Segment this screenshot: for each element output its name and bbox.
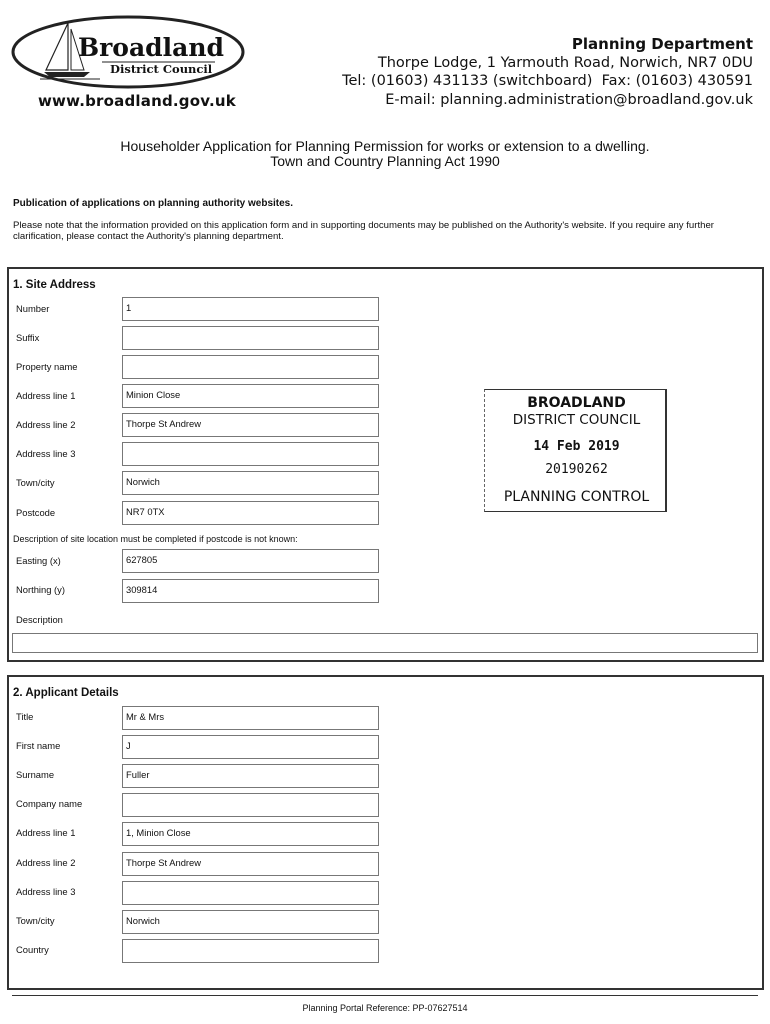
applicant-surname-label: Surname bbox=[16, 769, 55, 780]
easting-field[interactable]: 627805 bbox=[122, 549, 379, 573]
website-url[interactable]: www.broadland.gov.uk bbox=[38, 92, 236, 110]
site-address-line1-label: Address line 1 bbox=[16, 390, 76, 401]
received-stamp bbox=[484, 389, 667, 512]
portal-reference: Planning Portal Reference: PP-07627514 bbox=[302, 1003, 468, 1013]
description-label: Description bbox=[16, 614, 63, 625]
site-postcode-label: Postcode bbox=[16, 507, 56, 518]
site-number-field[interactable]: 1 bbox=[122, 297, 379, 321]
applicant-address-line3-field[interactable] bbox=[122, 881, 379, 905]
site-address-line2-field[interactable]: Thorpe St Andrew bbox=[122, 413, 379, 437]
applicant-title-field[interactable]: Mr & Mrs bbox=[122, 706, 379, 730]
easting-label: Easting (x) bbox=[16, 555, 61, 566]
stamp-date: 14 Feb 2019 bbox=[533, 439, 620, 454]
site-address-line3-field[interactable] bbox=[122, 442, 379, 466]
site-town-label: Town/city bbox=[16, 477, 55, 488]
form-title-line2: Town and Country Planning Act 1990 bbox=[270, 153, 500, 169]
site-suffix-label: Suffix bbox=[16, 332, 40, 343]
site-address-title: 1. Site Address bbox=[13, 279, 96, 291]
stamp-council-name: BROADLAND bbox=[527, 395, 626, 411]
applicant-title-label: Title bbox=[16, 711, 34, 722]
applicant-country-label: Country bbox=[16, 944, 49, 955]
site-town-field[interactable]: Norwich bbox=[122, 471, 379, 495]
site-address-line2-label: Address line 2 bbox=[16, 419, 76, 430]
applicant-address-line2-field[interactable]: Thorpe St Andrew bbox=[122, 852, 379, 876]
form-title bbox=[0, 139, 770, 169]
applicant-address-line1-label: Address line 1 bbox=[16, 827, 76, 838]
northing-field[interactable]: 309814 bbox=[122, 579, 379, 603]
stamp-planning-control: PLANNING CONTROL bbox=[503, 489, 650, 505]
applicant-company-field[interactable] bbox=[122, 793, 379, 817]
site-property-name-label: Property name bbox=[16, 361, 78, 372]
department-contact bbox=[342, 35, 753, 109]
stamp-reference: 20190262 bbox=[545, 462, 608, 477]
applicant-address-line1-field[interactable]: 1, Minion Close bbox=[122, 822, 379, 846]
applicant-town-field[interactable]: Norwich bbox=[122, 910, 379, 934]
department-email: E-mail: planning.administration@broadland.gov.uk bbox=[385, 91, 753, 108]
site-postcode-field[interactable]: NR7 0TX bbox=[122, 501, 379, 525]
publication-heading: Publication of applications on planning authority websites. bbox=[13, 198, 294, 209]
applicant-town-label: Town/city bbox=[16, 915, 55, 926]
site-number-label: Number bbox=[16, 303, 50, 314]
department-title: Planning Department bbox=[571, 35, 753, 53]
applicant-address-line3-label: Address line 3 bbox=[16, 886, 76, 897]
site-address-line1-field[interactable]: Minion Close bbox=[122, 384, 379, 408]
stamp-council-sub: DISTRICT COUNCIL bbox=[512, 412, 641, 428]
site-location-note: Description of site location must be completed if postcode is not known: bbox=[13, 534, 298, 544]
applicant-address-line2-label: Address line 2 bbox=[16, 857, 76, 868]
northing-label: Northing (y) bbox=[16, 584, 65, 595]
form-title-line1: Householder Application for Planning Permission for works or extension to a dwelling. bbox=[120, 138, 650, 154]
applicant-details-section bbox=[7, 675, 764, 990]
description-field[interactable] bbox=[12, 633, 758, 653]
applicant-first-name-field[interactable]: J bbox=[122, 735, 379, 759]
footer-divider bbox=[12, 995, 758, 996]
svg-text:District Council: District Council bbox=[110, 62, 213, 76]
applicant-company-label: Company name bbox=[16, 798, 83, 809]
applicant-surname-field[interactable]: Fuller bbox=[122, 764, 379, 788]
applicant-details-title: 2. Applicant Details bbox=[13, 687, 119, 699]
svg-text:Broadland: Broadland bbox=[78, 33, 225, 62]
site-property-name-field[interactable] bbox=[122, 355, 379, 379]
publication-text: Please note that the information provided on this application form and in supporting documents may be published on the Authority's website. If you require any further clarification, please contact the Authority's planning department. bbox=[13, 220, 714, 242]
department-address: Thorpe Lodge, 1 Yarmouth Road, Norwich, NR7 0DU bbox=[377, 54, 753, 71]
site-address-line3-label: Address line 3 bbox=[16, 448, 76, 459]
site-suffix-field[interactable] bbox=[122, 326, 379, 350]
department-phone: Tel: (01603) 431133 (switchboard) Fax: (01603) 430591 bbox=[342, 73, 753, 89]
broadland-logo bbox=[10, 15, 246, 91]
applicant-first-name-label: First name bbox=[16, 740, 61, 751]
applicant-country-field[interactable] bbox=[122, 939, 379, 963]
